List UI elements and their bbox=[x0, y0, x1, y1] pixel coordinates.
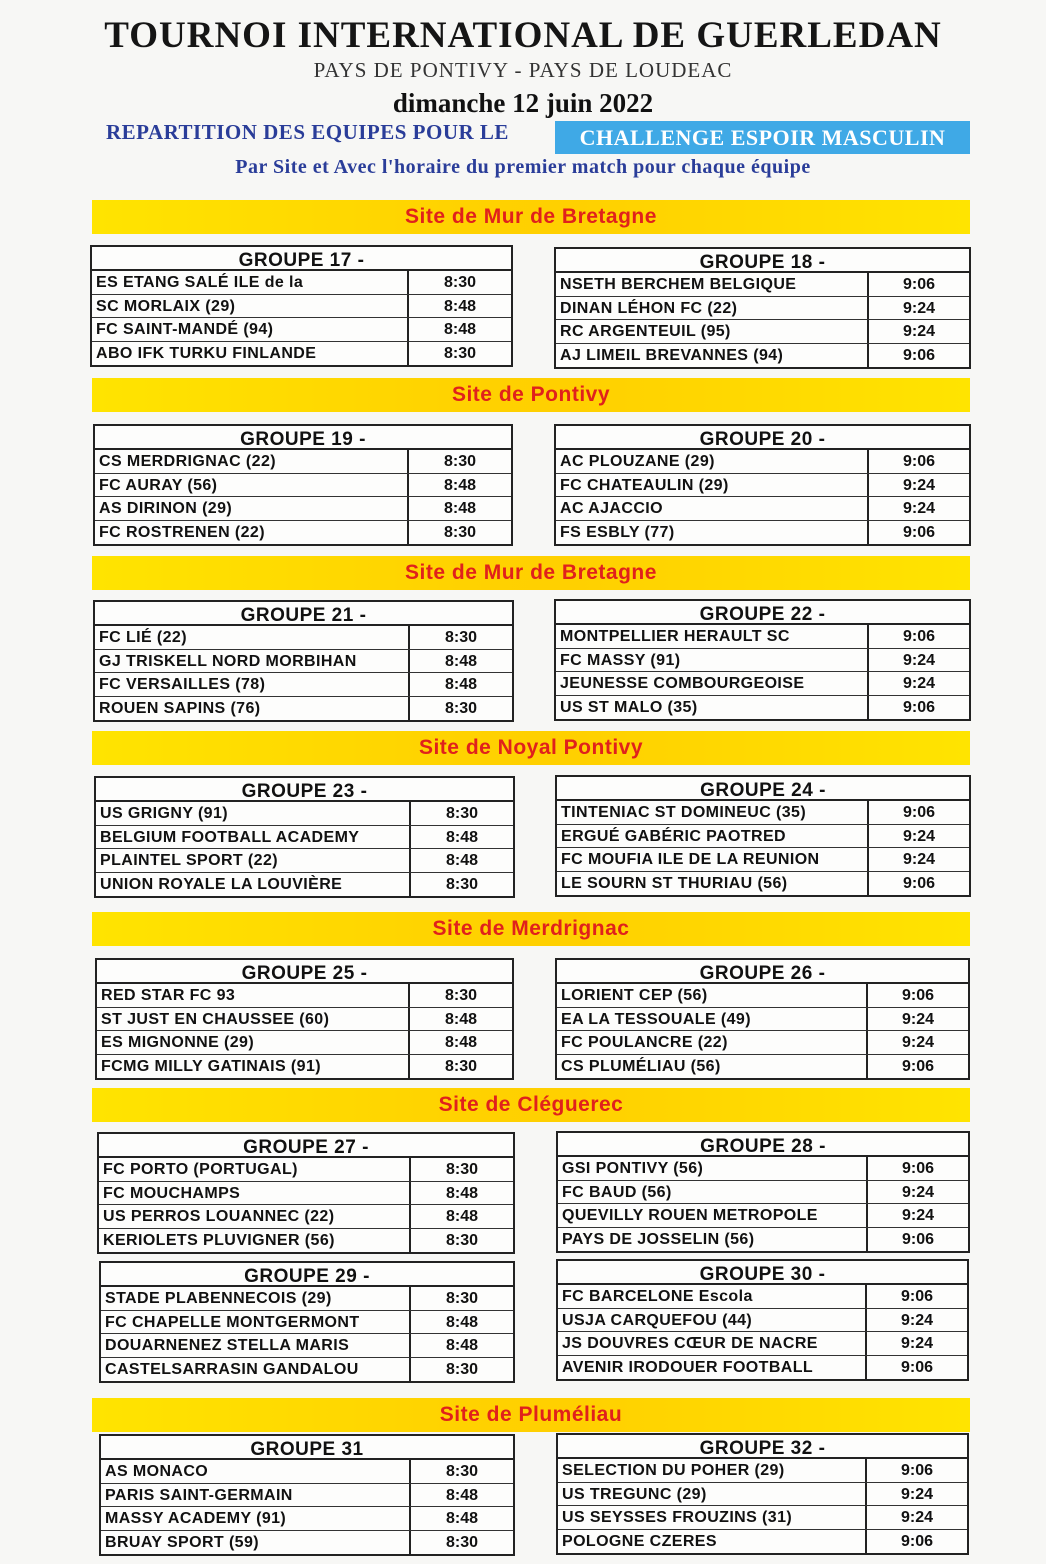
group-title: GROUPE 27 - bbox=[99, 1134, 513, 1158]
team-name: DOUARNENEZ STELLA MARIS bbox=[101, 1334, 411, 1357]
team-row bbox=[558, 1309, 967, 1333]
first-match-time: 9:24 bbox=[902, 500, 936, 517]
group-title: GROUPE 28 - bbox=[558, 1133, 968, 1157]
team-row bbox=[97, 1031, 512, 1055]
team-name: FC CHAPELLE MONTGERMONT bbox=[101, 1311, 411, 1334]
team-name: AS DIRINON (29) bbox=[95, 497, 409, 520]
first-match-time: 8:48 bbox=[444, 1010, 478, 1028]
group-table bbox=[93, 424, 513, 546]
team-row bbox=[556, 497, 969, 521]
team-row bbox=[557, 1008, 968, 1032]
page-title: TOURNOI INTERNATIONAL DE GUERLEDAN bbox=[104, 15, 942, 56]
team-row bbox=[556, 297, 969, 321]
team-name: DINAN LÉHON FC (22) bbox=[556, 297, 869, 320]
team-name: ES ETANG SALÉ ILE de la bbox=[92, 271, 409, 294]
group-title: GROUPE 26 - bbox=[557, 960, 968, 984]
team-row bbox=[558, 1530, 967, 1554]
first-match-time: 8:48 bbox=[443, 500, 477, 517]
team-name: POLOGNE CZERES bbox=[558, 1530, 867, 1554]
team-name: AVENIR IRODOUER FOOTBALL bbox=[558, 1356, 867, 1380]
team-row bbox=[95, 697, 512, 721]
team-name: UNION ROYALE LA LOUVIÈRE bbox=[96, 873, 411, 897]
team-row bbox=[92, 271, 511, 295]
first-match-time: 9:24 bbox=[902, 827, 936, 845]
team-name: FC MOUCHAMPS bbox=[99, 1182, 411, 1205]
team-name: FC SAINT-MANDÉ (94) bbox=[92, 318, 409, 341]
team-name: NSETH BERCHEM BELGIQUE bbox=[556, 273, 869, 296]
team-row bbox=[97, 984, 512, 1008]
first-match-time: 8:30 bbox=[443, 344, 477, 362]
first-match-time: 9:06 bbox=[902, 453, 936, 470]
team-row bbox=[558, 1285, 967, 1309]
team-name: ERGUÉ GABÉRIC PAOTRED bbox=[557, 825, 869, 848]
first-match-time: 8:48 bbox=[445, 828, 479, 846]
team-name: CASTELSARRASIN GANDALOU bbox=[101, 1358, 411, 1382]
first-match-time: 9:06 bbox=[902, 628, 936, 645]
team-name: FC MASSY (91) bbox=[556, 649, 869, 672]
first-match-time: 8:48 bbox=[443, 297, 477, 315]
team-name: PLAINTEL SPORT (22) bbox=[96, 849, 411, 872]
first-match-time: 9:06 bbox=[900, 1532, 934, 1550]
group-table bbox=[93, 600, 514, 722]
team-row bbox=[558, 1204, 968, 1228]
team-row bbox=[558, 1181, 968, 1205]
team-name: BELGIUM FOOTBALL ACADEMY bbox=[96, 826, 411, 849]
first-match-time: 8:30 bbox=[445, 1360, 479, 1378]
first-match-time: 8:48 bbox=[443, 476, 477, 494]
team-row bbox=[101, 1334, 513, 1358]
team-row bbox=[101, 1531, 513, 1555]
team-row bbox=[556, 273, 969, 297]
first-match-time: 9:24 bbox=[902, 675, 936, 692]
group-table bbox=[94, 776, 515, 898]
team-row bbox=[558, 1157, 968, 1181]
team-row bbox=[101, 1358, 513, 1382]
team-name: AJ LIMEIL BREVANNES (94) bbox=[556, 344, 869, 368]
team-name: RED STAR FC 93 bbox=[97, 984, 410, 1007]
first-match-time: 9:24 bbox=[902, 323, 936, 340]
team-row bbox=[556, 320, 969, 344]
first-match-time: 8:30 bbox=[445, 805, 479, 822]
team-name: STADE PLABENNECOIS (29) bbox=[101, 1287, 411, 1310]
team-name: ST JUST EN CHAUSSEE (60) bbox=[97, 1008, 410, 1031]
first-match-time: 9:06 bbox=[901, 987, 935, 1004]
team-name: AS MONACO bbox=[101, 1460, 411, 1483]
first-match-time: 9:06 bbox=[901, 1057, 935, 1075]
group-title: GROUPE 29 - bbox=[101, 1263, 513, 1287]
team-row bbox=[558, 1506, 967, 1530]
team-row bbox=[96, 873, 513, 897]
group-table bbox=[95, 958, 514, 1080]
first-match-time: 8:30 bbox=[444, 629, 478, 646]
site-band: Site de Pluméliau bbox=[92, 1398, 970, 1432]
group-title: GROUPE 31 bbox=[101, 1436, 513, 1460]
team-row bbox=[556, 450, 969, 474]
team-row bbox=[556, 344, 969, 368]
team-name: FC POULANCRE (22) bbox=[557, 1031, 868, 1054]
team-row bbox=[556, 521, 969, 545]
first-match-time: 9:24 bbox=[901, 1010, 935, 1028]
team-name: FC VERSAILLES (78) bbox=[95, 673, 410, 696]
first-match-time: 8:30 bbox=[445, 1290, 479, 1307]
team-row bbox=[95, 673, 512, 697]
team-row bbox=[558, 1459, 967, 1483]
team-name: LORIENT CEP (56) bbox=[557, 984, 868, 1007]
first-match-time: 9:06 bbox=[900, 1358, 934, 1376]
group-table bbox=[90, 245, 513, 367]
team-name: MONTPELLIER HERAULT SC bbox=[556, 625, 869, 648]
group-title: GROUPE 24 - bbox=[557, 777, 969, 801]
team-row bbox=[557, 848, 969, 872]
team-name: ABO IFK TURKU FINLANDE bbox=[92, 342, 409, 366]
team-name: BRUAY SPORT (59) bbox=[101, 1531, 411, 1555]
team-name: RC ARGENTEUIL (95) bbox=[556, 320, 869, 343]
team-name: TINTENIAC ST DOMINEUC (35) bbox=[557, 801, 869, 824]
first-match-time: 8:48 bbox=[445, 1313, 479, 1331]
group-title: GROUPE 32 - bbox=[558, 1435, 967, 1459]
team-row bbox=[99, 1205, 513, 1229]
group-table bbox=[554, 247, 971, 369]
first-match-time: 9:24 bbox=[902, 851, 936, 868]
group-table bbox=[556, 1131, 970, 1253]
team-name: FCMG MILLY GATINAIS (91) bbox=[97, 1055, 410, 1079]
first-match-time: 9:06 bbox=[902, 698, 936, 716]
team-row bbox=[556, 625, 969, 649]
first-match-time: 9:24 bbox=[902, 476, 936, 494]
first-match-time: 8:30 bbox=[443, 453, 477, 470]
first-match-time: 9:06 bbox=[900, 1288, 934, 1305]
team-row bbox=[557, 825, 969, 849]
group-table bbox=[555, 775, 971, 897]
first-match-time: 9:06 bbox=[901, 1160, 935, 1177]
team-name: US GRIGNY (91) bbox=[96, 802, 411, 825]
team-row bbox=[101, 1507, 513, 1531]
first-match-time: 8:48 bbox=[443, 321, 477, 338]
team-name: ROUEN SAPINS (76) bbox=[95, 697, 410, 721]
site-band: Site de Pontivy bbox=[92, 378, 970, 412]
team-row bbox=[558, 1228, 968, 1252]
team-row bbox=[92, 342, 511, 366]
team-name: CS MERDRIGNAC (22) bbox=[95, 450, 409, 473]
first-match-time: 8:30 bbox=[444, 987, 478, 1004]
group-table bbox=[556, 1433, 969, 1555]
first-match-time: 8:30 bbox=[445, 1533, 479, 1551]
first-match-time: 9:24 bbox=[902, 299, 936, 317]
team-name: QUEVILLY ROUEN METROPOLE bbox=[558, 1204, 868, 1227]
team-name: GJ TRISKELL NORD MORBIHAN bbox=[95, 650, 410, 673]
first-match-time: 8:48 bbox=[445, 1184, 479, 1202]
team-row bbox=[558, 1483, 967, 1507]
team-name: PARIS SAINT-GERMAIN bbox=[101, 1484, 411, 1507]
team-name: FC PORTO (PORTUGAL) bbox=[99, 1158, 411, 1181]
team-row bbox=[557, 801, 969, 825]
team-row bbox=[97, 1055, 512, 1079]
team-name: US PERROS LOUANNEC (22) bbox=[99, 1205, 411, 1228]
group-title: GROUPE 25 - bbox=[97, 960, 512, 984]
page-subtitle: PAYS DE PONTIVY - PAYS DE LOUDEAC bbox=[313, 58, 733, 82]
team-row bbox=[556, 474, 969, 498]
group-table bbox=[97, 1132, 515, 1254]
team-row bbox=[101, 1484, 513, 1508]
first-match-time: 8:48 bbox=[444, 652, 478, 670]
first-match-time: 8:30 bbox=[445, 1161, 479, 1178]
first-match-time: 9:06 bbox=[901, 1230, 935, 1248]
team-name: FC BAUD (56) bbox=[558, 1181, 868, 1204]
first-match-time: 9:06 bbox=[902, 523, 936, 541]
group-title: GROUPE 22 - bbox=[556, 601, 969, 625]
team-row bbox=[101, 1311, 513, 1335]
group-table bbox=[555, 958, 970, 1080]
team-name: US SEYSSES FROUZINS (31) bbox=[558, 1506, 867, 1529]
first-match-time: 8:48 bbox=[445, 852, 479, 869]
team-name: LE SOURN ST THURIAU (56) bbox=[557, 872, 869, 896]
par-site-note: Par Site et Avec l'horaire du premier match pour chaque équipe bbox=[235, 156, 811, 178]
first-match-time: 9:06 bbox=[902, 276, 936, 293]
first-match-time: 9:24 bbox=[901, 1034, 935, 1051]
team-name: JEUNESSE COMBOURGEOISE bbox=[556, 672, 869, 695]
group-title: GROUPE 17 - bbox=[92, 247, 511, 271]
team-name: PAYS DE JOSSELIN (56) bbox=[558, 1228, 868, 1252]
first-match-time: 8:30 bbox=[445, 875, 479, 893]
team-name: GSI PONTIVY (56) bbox=[558, 1157, 868, 1180]
first-match-time: 8:48 bbox=[444, 676, 478, 693]
team-row bbox=[557, 872, 969, 896]
team-name: CS PLUMÉLIAU (56) bbox=[557, 1055, 868, 1079]
team-row bbox=[95, 497, 511, 521]
team-row bbox=[557, 1031, 968, 1055]
group-title: GROUPE 23 - bbox=[96, 778, 513, 802]
team-row bbox=[556, 649, 969, 673]
team-name: KERIOLETS PLUVIGNER (56) bbox=[99, 1229, 411, 1253]
team-row bbox=[101, 1460, 513, 1484]
group-table bbox=[99, 1261, 515, 1383]
first-match-time: 9:24 bbox=[900, 1335, 934, 1352]
team-row bbox=[95, 474, 511, 498]
first-match-time: 8:48 bbox=[445, 1337, 479, 1354]
page-header bbox=[0, 0, 1046, 190]
team-name: FC ROSTRENEN (22) bbox=[95, 521, 409, 545]
first-match-time: 8:30 bbox=[445, 1231, 479, 1249]
first-match-time: 9:06 bbox=[902, 346, 936, 364]
team-row bbox=[96, 826, 513, 850]
team-name: AC AJACCIO bbox=[556, 497, 869, 520]
team-name: US ST MALO (35) bbox=[556, 696, 869, 720]
first-match-time: 8:48 bbox=[445, 1510, 479, 1527]
team-row bbox=[558, 1356, 967, 1380]
team-name: MASSY ACADEMY (91) bbox=[101, 1507, 411, 1530]
group-table bbox=[556, 1259, 969, 1381]
first-match-time: 8:48 bbox=[445, 1208, 479, 1225]
team-name: AC PLOUZANE (29) bbox=[556, 450, 869, 473]
team-name: USJA CARQUEFOU (44) bbox=[558, 1309, 867, 1332]
group-title: GROUPE 30 - bbox=[558, 1261, 967, 1285]
team-row bbox=[96, 849, 513, 873]
team-row bbox=[95, 450, 511, 474]
team-row bbox=[96, 802, 513, 826]
team-row bbox=[556, 672, 969, 696]
site-band: Site de Merdrignac bbox=[92, 912, 970, 946]
group-table bbox=[99, 1434, 515, 1556]
first-match-time: 9:24 bbox=[900, 1485, 934, 1503]
group-title: GROUPE 19 - bbox=[95, 426, 511, 450]
site-band: Site de Noyal Pontivy bbox=[92, 731, 970, 765]
first-match-time: 8:30 bbox=[443, 274, 477, 291]
first-match-time: 9:06 bbox=[902, 874, 936, 892]
team-name: FC AURAY (56) bbox=[95, 474, 409, 497]
team-row bbox=[95, 626, 512, 650]
group-table bbox=[554, 599, 971, 721]
team-row bbox=[92, 318, 511, 342]
group-title: GROUPE 21 - bbox=[95, 602, 512, 626]
team-name: FC CHATEAULIN (29) bbox=[556, 474, 869, 497]
first-match-time: 9:24 bbox=[901, 1183, 935, 1201]
challenge-banner: CHALLENGE ESPOIR MASCULIN bbox=[555, 121, 970, 154]
first-match-time: 9:24 bbox=[902, 651, 936, 669]
team-name: FC MOUFIA ILE DE LA REUNION bbox=[557, 848, 869, 871]
tournament-date: dimanche 12 juin 2022 bbox=[392, 88, 654, 118]
first-match-time: 9:24 bbox=[900, 1311, 934, 1329]
team-row bbox=[95, 521, 511, 545]
team-name: JS DOUVRES CŒUR DE NACRE bbox=[558, 1332, 867, 1355]
repartition-label: REPARTITION DES EQUIPES POUR LE bbox=[106, 120, 509, 144]
team-row bbox=[97, 1008, 512, 1032]
first-match-time: 8:30 bbox=[444, 699, 478, 717]
group-table bbox=[554, 424, 971, 546]
first-match-time: 9:24 bbox=[900, 1509, 934, 1526]
first-match-time: 8:30 bbox=[444, 1057, 478, 1075]
team-row bbox=[557, 1055, 968, 1079]
site-band: Site de Cléguerec bbox=[92, 1088, 970, 1122]
first-match-time: 9:24 bbox=[901, 1207, 935, 1224]
site-band: Site de Mur de Bretagne bbox=[92, 556, 970, 590]
site-band: Site de Mur de Bretagne bbox=[92, 200, 970, 234]
team-name: SC MORLAIX (29) bbox=[92, 295, 409, 318]
team-row bbox=[92, 295, 511, 319]
team-row bbox=[557, 984, 968, 1008]
team-row bbox=[558, 1332, 967, 1356]
first-match-time: 8:30 bbox=[445, 1463, 479, 1480]
first-match-time: 9:06 bbox=[900, 1462, 934, 1479]
team-name: EA LA TESSOUALE (49) bbox=[557, 1008, 868, 1031]
team-row bbox=[99, 1229, 513, 1253]
team-row bbox=[95, 650, 512, 674]
first-match-time: 8:30 bbox=[443, 523, 477, 541]
first-match-time: 8:48 bbox=[444, 1034, 478, 1051]
team-row bbox=[101, 1287, 513, 1311]
team-name: ES MIGNONNE (29) bbox=[97, 1031, 410, 1054]
first-match-time: 8:48 bbox=[445, 1486, 479, 1504]
team-row bbox=[556, 696, 969, 720]
team-name: US TREGUNC (29) bbox=[558, 1483, 867, 1506]
team-name: FS ESBLY (77) bbox=[556, 521, 869, 545]
team-name: FC LIÉ (22) bbox=[95, 626, 410, 649]
team-name: FC BARCELONE Escola bbox=[558, 1285, 867, 1308]
group-title: GROUPE 20 - bbox=[556, 426, 969, 450]
group-title: GROUPE 18 - bbox=[556, 249, 969, 273]
first-match-time: 9:06 bbox=[902, 804, 936, 821]
team-name: SELECTION DU POHER (29) bbox=[558, 1459, 867, 1482]
team-row bbox=[99, 1158, 513, 1182]
team-row bbox=[99, 1182, 513, 1206]
